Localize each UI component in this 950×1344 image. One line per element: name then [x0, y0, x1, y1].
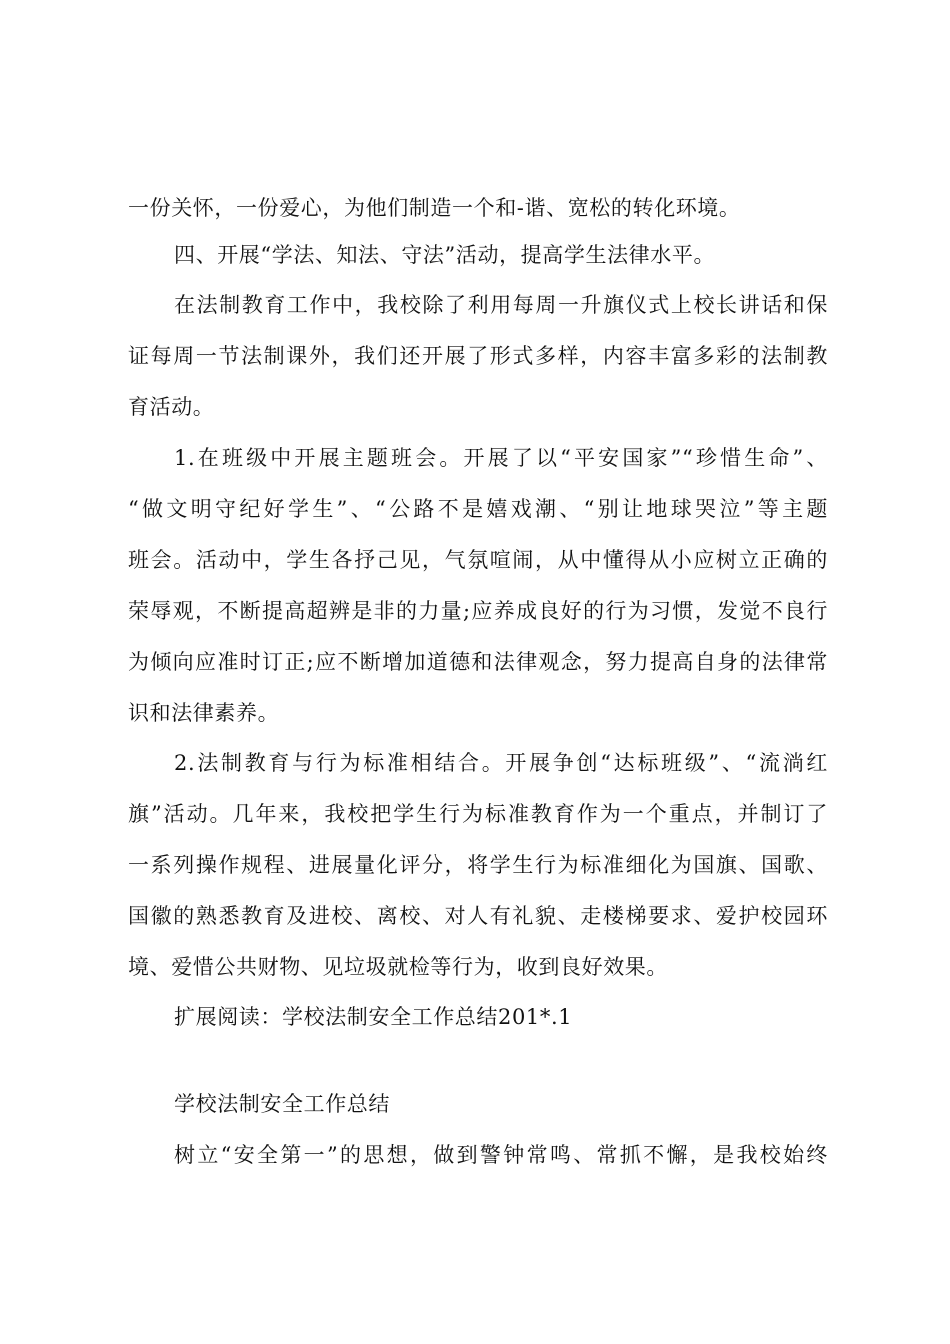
text-line: 为倾向应准时订正;应不断增加道德和法律观念，努力提高自身的法律常 [128, 650, 828, 674]
list-item-1-line: 1.在班级中开展主题班会。开展了以“平安国家”“珍惜生命”、 [174, 446, 828, 470]
text-line: 一份关怀，一份爱心，为他们制造一个和-谐、宽松的转化环境。 [128, 196, 741, 220]
text-line: 一系列操作规程、进展量化评分，将学生行为标准细化为国旗、国歌、 [128, 853, 828, 877]
text-line: “做文明守纪好学生”、“公路不是嬉戏潮、“别让地球哭泣”等主题 [128, 497, 828, 521]
text-line: 境、爱惜公共财物、见垃圾就检等行为，收到良好效果。 [128, 955, 668, 979]
list-item-2-line: 2.法制教育与行为标准相结合。开展争创“达标班级”、“流淌红 [174, 751, 828, 775]
text-line: 旗”活动。几年来，我校把学生行为标准教育作为一个重点，并制订了 [128, 802, 828, 826]
subtitle: 学校法制安全工作总结 [174, 1092, 390, 1116]
text-line: 国徽的熟悉教育及进校、离校、对人有礼貌、走楼梯要求、爱护校园环 [128, 904, 828, 928]
extended-reading-line: 扩展阅读：学校法制安全工作总结201*.1 [174, 1005, 573, 1029]
section-heading: 四、开展“学法、知法、守法”活动，提高学生法律水平。 [174, 243, 716, 267]
text-line: 育活动。 [128, 395, 215, 419]
text-line: 班会。活动中，学生各抒己见，气氛喧闹，从中懂得从小应树立正确的 [128, 548, 828, 572]
text-line: 识和法律素养。 [128, 701, 280, 725]
text-line: 树立“安全第一”的思想，做到警钟常鸣、常抓不懈，是我校始终 [174, 1143, 828, 1167]
text-line: 证每周一节法制课外，我们还开展了形式多样，内容丰富多彩的法制教 [128, 344, 828, 368]
text-line: 荣辱观，不断提高超辨是非的力量;应养成良好的行为习惯，发觉不良行 [128, 599, 828, 623]
text-line: 在法制教育工作中，我校除了利用每周一升旗仪式上校长讲话和保 [174, 293, 828, 317]
